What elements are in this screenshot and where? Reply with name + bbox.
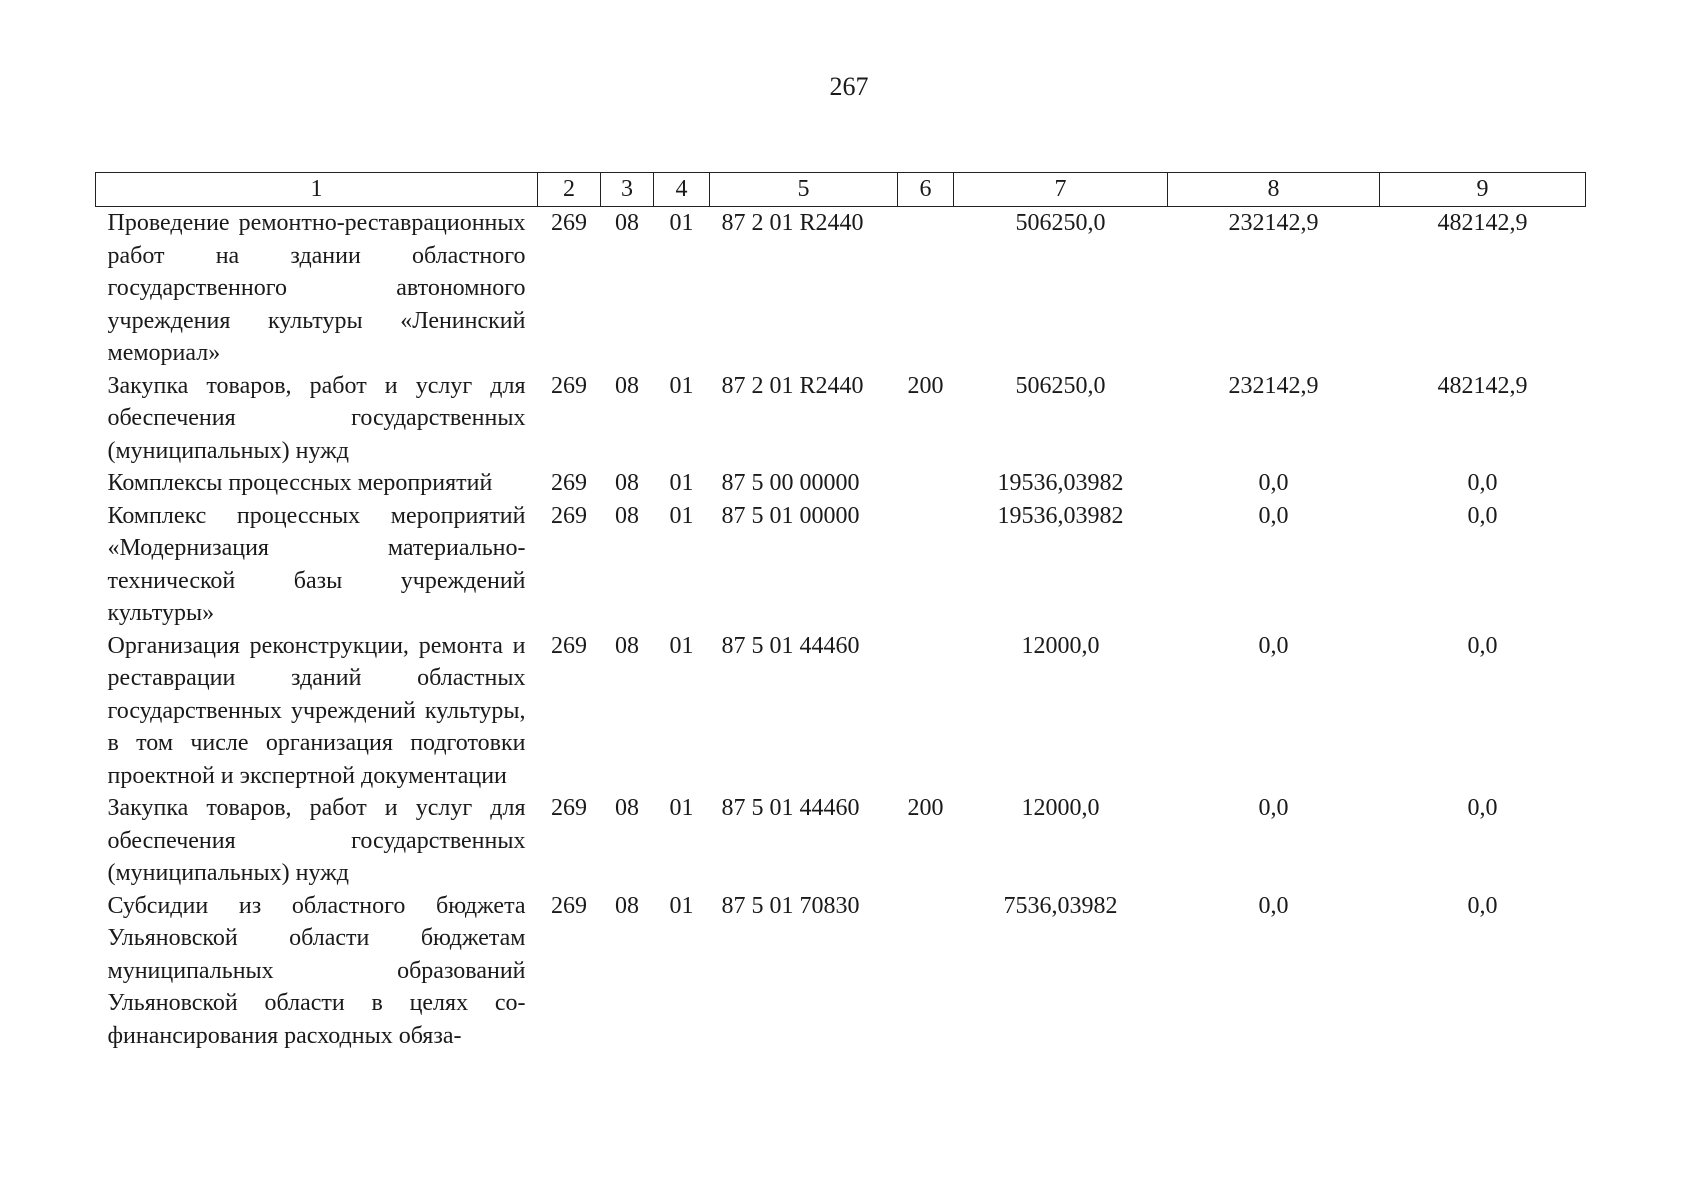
column-header-4: 4 [654, 173, 710, 207]
row-target-article: 87 5 01 70830 [721, 892, 860, 919]
row-target-article: 87 5 01 00000 [721, 502, 860, 529]
row-amount-3: 0,0 [1467, 632, 1498, 659]
table-header [96, 173, 1586, 207]
row-name: Организация реконструкции, ремонта и реставрации зданий областных государственных учреждений культуры, в том числе организация подготовки проектной и экспертной документации [107, 632, 526, 789]
header-row [96, 173, 1586, 207]
budget-table [95, 172, 1586, 1052]
row-target-article: 87 2 01 R2440 [721, 372, 864, 399]
column-header-3: 3 [601, 173, 654, 207]
row-ministry: 269 [551, 632, 587, 659]
column-header-5: 5 [710, 173, 898, 207]
row-amount-3: 482142,9 [1437, 210, 1528, 236]
row-expense-type [898, 890, 954, 1053]
table-body [96, 207, 1586, 1053]
row-subsection: 01 [669, 470, 694, 496]
row-target-article: 87 5 00 00000 [721, 470, 860, 496]
row-name: Закупка товаров, работ и услуг для обеспечения государственных (муниципальных) нужд [107, 372, 526, 464]
row-amount-2: 0,0 [1258, 892, 1289, 919]
row-subsection: 01 [669, 372, 694, 399]
row-amount-2: 0,0 [1258, 502, 1289, 529]
row-name: Комплекс процессных мероприятий «Модернизация материально-технической базы учреждений культуры» [107, 502, 526, 626]
column-header-9: 9 [1380, 173, 1586, 207]
column-header-2: 2 [538, 173, 601, 207]
row-amount-1: 12000,0 [1021, 795, 1100, 821]
row-amount-2: 0,0 [1258, 795, 1289, 821]
row-section: 08 [615, 470, 639, 496]
row-ministry: 269 [551, 892, 587, 919]
row-amount-2: 232142,9 [1228, 372, 1319, 399]
table-row [96, 207, 1586, 370]
table-row [96, 500, 1586, 630]
row-amount-1: 19536,03982 [997, 502, 1124, 529]
row-name: Закупка товаров, работ и услуг для обеспечения государственных (муниципальных) нужд [107, 795, 526, 886]
row-amount-3: 482142,9 [1437, 372, 1528, 399]
row-ministry: 269 [551, 502, 587, 529]
row-name: Субсидии из областного бюджета Ульяновской области бюджетам муниципальных образований Ульяновской области в целях софинансирования расходных обяза- [107, 892, 526, 1049]
row-expense-type: 200 [907, 795, 944, 821]
row-section: 08 [615, 795, 639, 821]
row-expense-type: 200 [907, 372, 944, 399]
row-section: 08 [615, 372, 639, 399]
row-amount-2: 0,0 [1258, 470, 1289, 496]
row-amount-3: 0,0 [1467, 502, 1498, 529]
table-row [96, 630, 1586, 793]
row-subsection: 01 [669, 632, 694, 659]
row-ministry: 269 [551, 795, 587, 821]
table-row [96, 370, 1586, 468]
row-ministry: 269 [551, 372, 587, 399]
row-amount-2: 232142,9 [1228, 210, 1319, 236]
row-expense-type [898, 207, 954, 370]
row-subsection: 01 [669, 210, 694, 236]
row-name: Проведение ремонтно-реставрационных работ на здании областного государственного автономного учреждения культуры «Ленинский мемориал» [107, 210, 526, 366]
row-expense-type [898, 630, 954, 793]
row-subsection: 01 [669, 892, 694, 919]
table-row [96, 792, 1586, 890]
row-amount-2: 0,0 [1258, 632, 1289, 659]
row-amount-1: 12000,0 [1021, 632, 1100, 659]
column-header-1: 1 [96, 173, 538, 207]
column-header-8: 8 [1168, 173, 1380, 207]
row-expense-type [898, 467, 954, 500]
page-number: 267 [829, 72, 869, 101]
row-section: 08 [615, 892, 639, 919]
column-header-7: 7 [954, 173, 1168, 207]
row-ministry: 269 [551, 210, 587, 236]
column-header-6: 6 [898, 173, 954, 207]
row-amount-1: 19536,03982 [997, 470, 1124, 496]
row-section: 08 [615, 502, 639, 529]
row-amount-1: 506250,0 [1015, 372, 1106, 399]
row-target-article: 87 5 01 44460 [721, 795, 860, 821]
row-amount-1: 7536,03982 [1003, 892, 1118, 919]
row-target-article: 87 5 01 44460 [721, 632, 860, 659]
row-amount-3: 0,0 [1467, 470, 1498, 496]
table-row [96, 467, 1586, 500]
row-section: 08 [615, 210, 639, 236]
row-subsection: 01 [669, 795, 694, 821]
row-amount-3: 0,0 [1467, 892, 1498, 919]
row-ministry: 269 [551, 470, 587, 496]
row-amount-3: 0,0 [1467, 795, 1498, 821]
row-target-article: 87 2 01 R2440 [721, 210, 864, 236]
row-expense-type [898, 500, 954, 630]
row-name: Комплексы процессных мероприятий [107, 470, 493, 496]
row-amount-1: 506250,0 [1015, 210, 1106, 236]
row-section: 08 [615, 632, 639, 659]
row-subsection: 01 [669, 502, 694, 529]
table-row [96, 890, 1586, 1053]
